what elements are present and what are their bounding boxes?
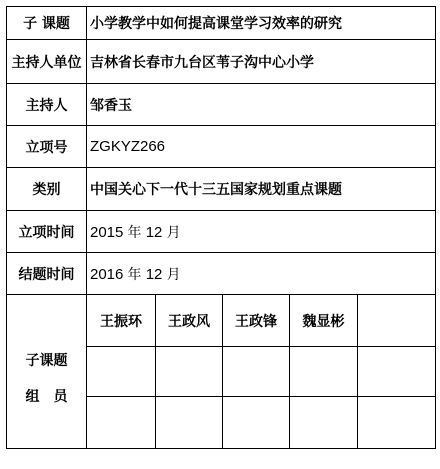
member-blank-cell	[87, 397, 156, 449]
end-time-label: 结题时间	[7, 253, 87, 295]
end-time-value	[87, 253, 436, 295]
member-name-4: 魏显彬	[290, 295, 358, 347]
member-name-2: 王政风	[156, 295, 223, 347]
members-label-line2: 组员	[25, 388, 82, 405]
end-year-unit: 年	[127, 266, 142, 283]
end-month: 12	[145, 265, 163, 283]
row-category	[7, 168, 436, 211]
row-host-unit	[7, 40, 436, 84]
member-blank-cell	[290, 347, 358, 397]
subtopic-value: 小学教学中如何提高课堂学习效率的研究	[87, 7, 436, 40]
host-unit-value: 吉林省长春市九台区苇子沟中心小学	[87, 40, 436, 84]
project-info-table	[6, 6, 436, 449]
project-no-label: 立项号	[7, 126, 87, 168]
member-name-1: 王振环	[87, 295, 156, 347]
member-blank-cell	[156, 347, 223, 397]
end-month-unit: 月	[166, 266, 181, 283]
start-month-unit: 月	[166, 224, 181, 241]
start-month: 12	[145, 223, 163, 241]
start-year: 2015	[90, 223, 124, 241]
start-year-unit: 年	[127, 224, 142, 241]
project-no-value: ZGKYZ266	[87, 126, 436, 168]
member-blank-cell	[290, 397, 358, 449]
category-value: 中国关心下一代十三五国家规划重点课题	[87, 168, 436, 211]
member-blank-cell	[358, 397, 436, 449]
host-value: 邹香玉	[87, 84, 436, 126]
members-label	[7, 295, 87, 449]
row-start-time	[7, 211, 436, 253]
start-time-value	[87, 211, 436, 253]
row-project-no	[7, 126, 436, 168]
row-host	[7, 84, 436, 126]
member-blank-cell	[358, 295, 436, 347]
member-name-3: 王政锋	[223, 295, 290, 347]
host-label: 主持人	[7, 84, 87, 126]
start-time-label: 立项时间	[7, 211, 87, 253]
category-label: 类别	[7, 168, 87, 211]
end-year: 2016	[90, 265, 124, 283]
row-end-time	[7, 253, 436, 295]
member-blank-cell	[223, 347, 290, 397]
row-subtopic	[7, 7, 436, 40]
member-blank-cell	[156, 397, 223, 449]
members-label-line1: 子课题	[25, 352, 68, 369]
subtopic-label: 子 课题	[7, 7, 87, 40]
host-unit-label: 主持人单位	[7, 40, 87, 84]
member-blank-cell	[223, 397, 290, 449]
member-blank-cell	[87, 347, 156, 397]
member-blank-cell	[358, 347, 436, 397]
row-members-names	[7, 295, 436, 347]
